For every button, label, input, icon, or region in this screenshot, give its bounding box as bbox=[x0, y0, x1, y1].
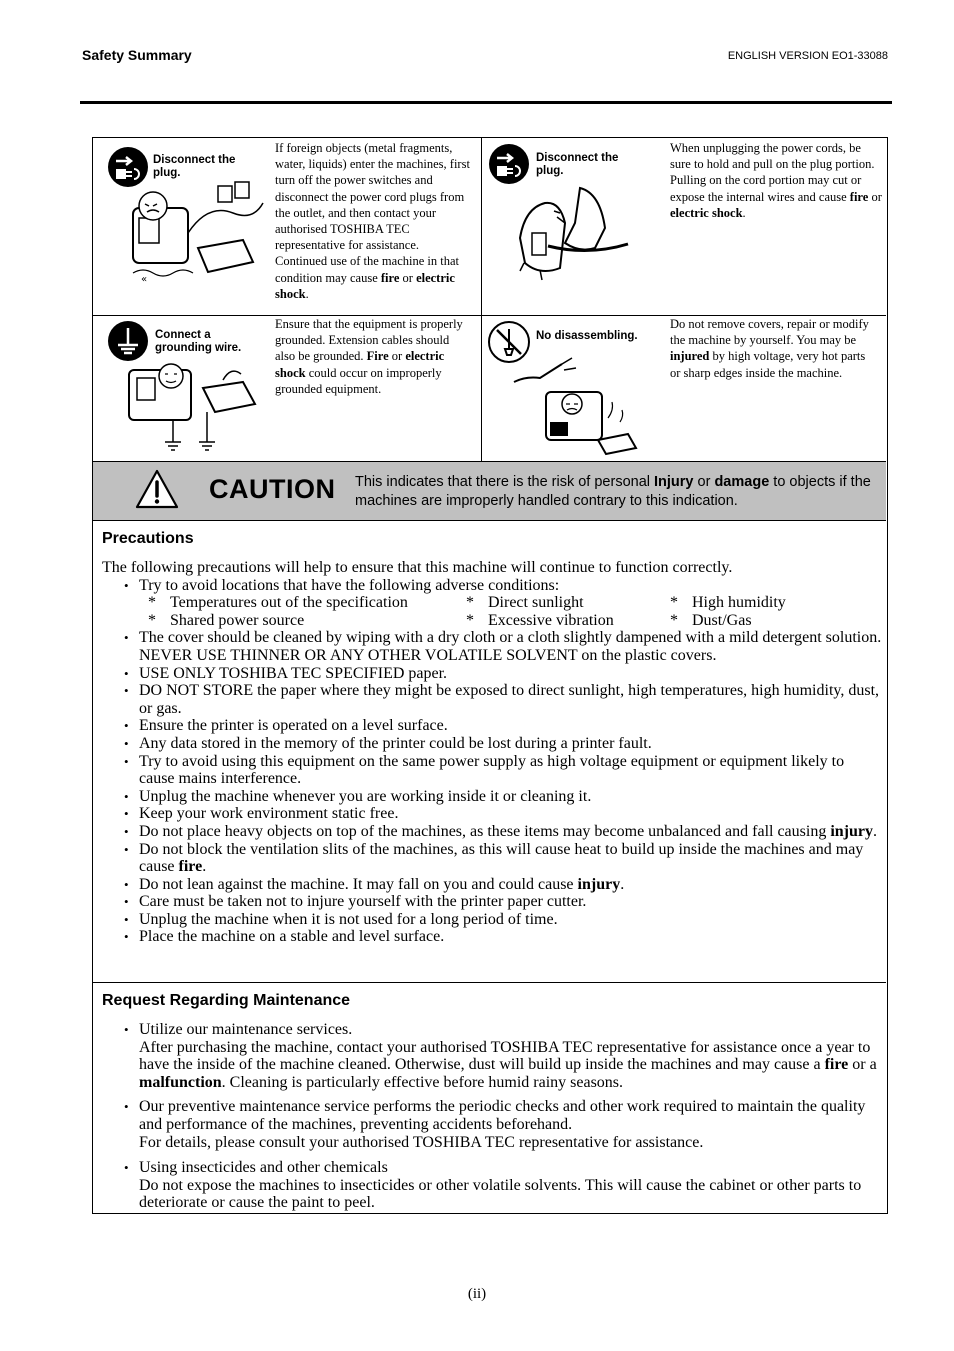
document-version: ENGLISH VERSION EO1-33088 bbox=[727, 50, 888, 62]
precautions-body bbox=[102, 559, 882, 946]
warning-text: Do not remove covers, repair or modify the machine by yourself. You may be injured by high voltage, very hot parts or sharp edges inside the machine. bbox=[670, 317, 869, 380]
condition-item: Temperatures out of the specification bbox=[170, 594, 408, 612]
list-item: • Care must be taken not to injure yourself with the printer paper cutter. bbox=[93, 893, 882, 911]
list-item: • The cover should be cleaned by wiping with a dry cloth or a cloth slightly dampened with a mild detergent solution. NEVER USE THINNER OR ANY OTHER VOLATILE SOLVENT on the plastic covers. bbox=[93, 629, 882, 664]
condition-item: Excessive vibration bbox=[488, 611, 614, 629]
condition-item: Dust/Gas bbox=[692, 611, 752, 629]
list-item: • Ensure the printer is operated on a level surface. bbox=[93, 717, 882, 735]
list-item: • Try to avoid locations that have the following adverse conditions: * Temperatures out of the specification * Direct sunlight * High humidity * Shared power source * Excessive vibration * Dust/Gas bbox=[93, 577, 882, 630]
sign-label: Disconnect the plug. bbox=[153, 154, 236, 179]
warning-cell-foreign-objects bbox=[93, 138, 481, 315]
list-item: • Unplug the machine whenever you are working inside it or cleaning it. bbox=[93, 788, 882, 806]
maintenance-body bbox=[93, 1021, 883, 1212]
list-item: • Keep your work environment static free. bbox=[93, 805, 882, 823]
hand-pulling-plug-illustration bbox=[510, 178, 640, 288]
header-rule bbox=[80, 101, 892, 104]
condition-item: Shared power source bbox=[170, 611, 305, 629]
maintenance-heading: Request Regarding Maintenance bbox=[102, 992, 351, 1009]
list-item: • Our preventive maintenance service performs the periodic checks and other work required to maintain the quality and performance of the machines, preventing accidents beforehand. For details, please consult your authorised TOSHIBA TEC representative for assistance. bbox=[93, 1098, 883, 1151]
page-number: (ii) bbox=[467, 1286, 487, 1302]
warning-text: When unplugging the power cords, be sure to hold and pull on the plug portion. Pulling on the cord portion may cut or expose the internal wires and cause fire or electric shock. bbox=[670, 141, 882, 220]
precautions-heading: Precautions bbox=[102, 530, 194, 547]
caution-heading: CAUTION bbox=[209, 474, 336, 504]
list-item: • Do not lean against the machine. It may fall on you and could cause injury. bbox=[93, 876, 882, 894]
ground-symbol-icon bbox=[108, 321, 148, 361]
list-item: • USE ONLY TOSHIBA TEC SPECIFIED paper. bbox=[93, 665, 882, 683]
conditions-row: * Temperatures out of the specification * Direct sunlight * High humidity bbox=[148, 594, 786, 612]
list-item: • Do not place heavy objects on top of the machines, as these items may become unbalanced and fall causing injury. bbox=[93, 823, 882, 841]
list-item: • Any data stored in the memory of the printer could be lost during a printer fault. bbox=[93, 735, 882, 753]
maintenance-list bbox=[93, 1021, 883, 1212]
condition-item: Direct sunlight bbox=[488, 594, 584, 612]
list-item: • Place the machine on a stable and level surface. bbox=[93, 928, 882, 946]
condition-item: High humidity bbox=[692, 594, 786, 612]
warning-text: If foreign objects (metal fragments, water, liquids) enter the machines, first turn off the power switches and disconnect the power cord plugs from the outlet, and then contact your authorised TOSHIBA TEC representative for assistance. Continued use of the machine in that condition may cause fire or electric shock. bbox=[275, 141, 470, 301]
caution-description: This indicates that there is the risk of personal Injury or damage to objects if the machines are improperly handled contrary to this indication. bbox=[355, 474, 871, 509]
warning-triangle-icon bbox=[134, 468, 180, 510]
warning-cell-no-disassembly bbox=[482, 316, 886, 461]
page-section-title: Safety Summary bbox=[82, 47, 192, 63]
disassembly-illustration bbox=[512, 352, 642, 457]
list-item: • Utilize our maintenance services. After purchasing the machine, contact your authorised TOSHIBA TEC representative for assistance once a year to have the inside of the machine cleaned. Otherwise, dust will build up inside the machines and may cause a fire or a malfunction. Cleaning is particularly effective before humid rainy seasons. bbox=[93, 1021, 883, 1091]
list-item: • Using insecticides and other chemicals Do not expose the machines to insecticides or other volatile solvents. This will cause the cabinet or other parts to deteriorate or cause the paint to peel. bbox=[93, 1159, 883, 1212]
list-item: • Try to avoid using this equipment on the same power supply as high voltage equipment or equipment likely to cause mains interference. bbox=[93, 753, 882, 788]
printer-foreign-object-illustration bbox=[123, 178, 273, 286]
list-item: • Unplug the machine when it is not used for a long period of time. bbox=[93, 911, 882, 929]
grounded-printer-illustration bbox=[123, 360, 271, 458]
section-divider bbox=[93, 982, 886, 983]
warning-cell-unplug-cord bbox=[482, 138, 886, 315]
caution-banner bbox=[93, 461, 886, 521]
list-item: • Do not block the ventilation slits of the machines, as this will cause heat to build up inside the machines and may cause fire. bbox=[93, 841, 882, 876]
precautions-list bbox=[93, 577, 882, 946]
sign-label: Disconnect the plug. bbox=[536, 152, 619, 177]
sign-label: No disassembling. bbox=[536, 330, 638, 342]
safety-summary-frame bbox=[92, 137, 888, 1214]
conditions-row: * Shared power source * Excessive vibration * Dust/Gas bbox=[148, 611, 752, 629]
warning-cell-grounding bbox=[93, 316, 481, 461]
precautions-intro: The following precautions will help to ensure that this machine will continue to function correctly. bbox=[102, 559, 733, 576]
list-item: • DO NOT STORE the paper where they might be exposed to direct sunlight, high temperatures, high humidity, dust, or gas. bbox=[93, 682, 882, 717]
sign-label: Connect a grounding wire. bbox=[155, 329, 242, 354]
warning-text: Ensure that the equipment is properly grounded. Extension cables should also be grounded. Fire or electric shock could occur on improperly grounded equipment. bbox=[275, 317, 463, 396]
svg-text:«: « bbox=[141, 274, 148, 285]
